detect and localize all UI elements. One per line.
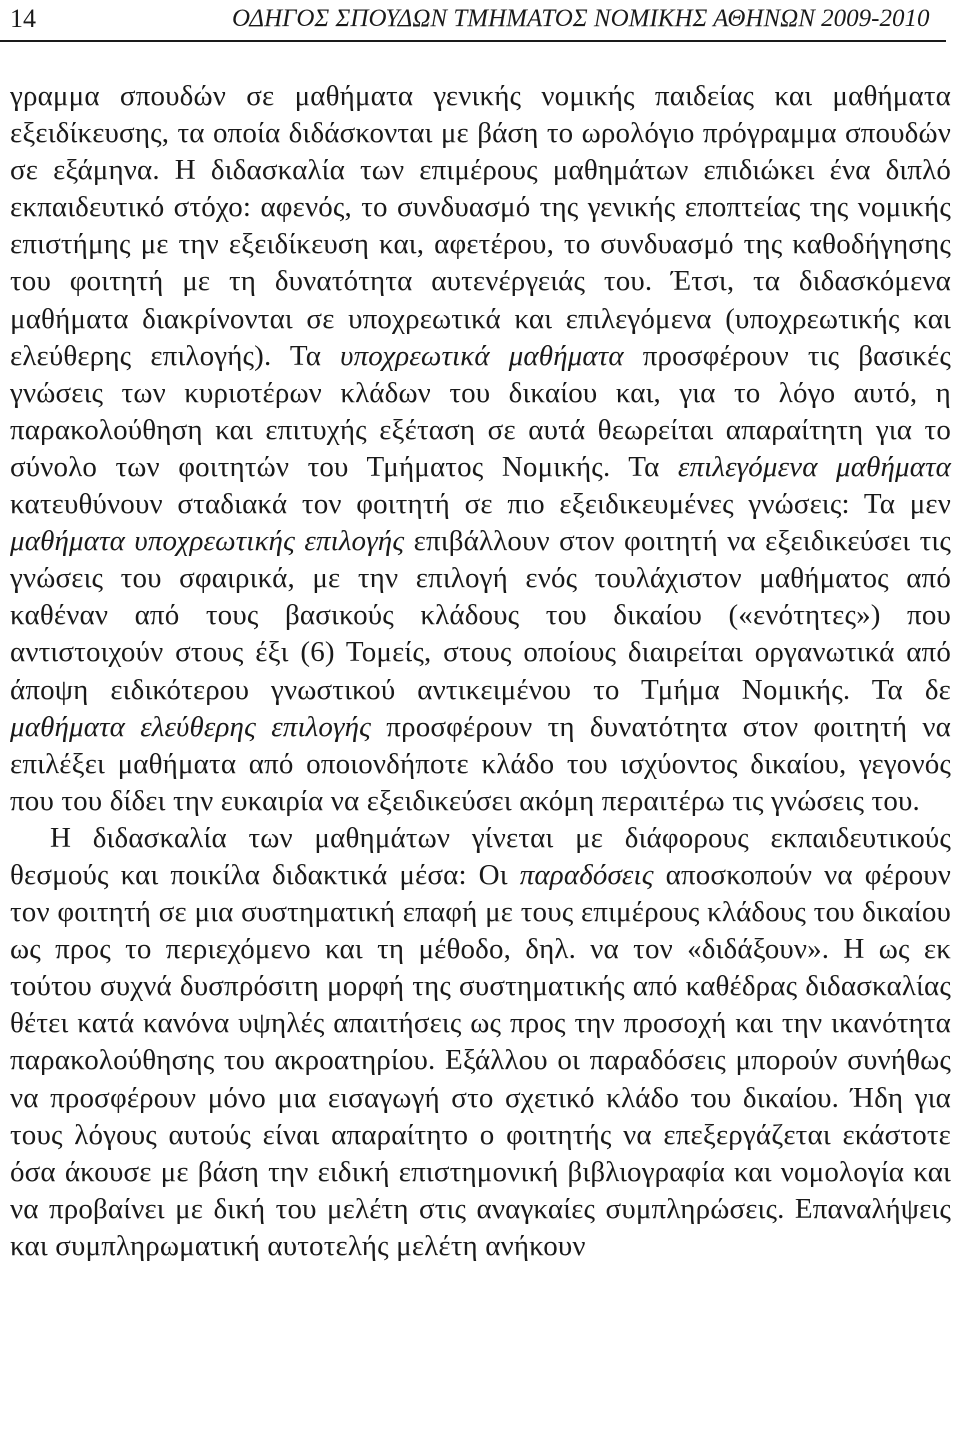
emphasis-lectures: παραδόσεις [519, 858, 654, 891]
emphasis-mandatory-courses: υποχρεωτικά μαθήματα [340, 339, 624, 372]
page-header [0, 0, 960, 42]
emphasis-mandatory-choice-courses: μαθήματα υποχρεωτικής επιλογής [10, 525, 405, 558]
text-segment: Η διδασκαλία των μαθημάτων γίνεται με διάφορους εκπαιδευτικούς θεσμούς και ποικίλα διδακτικά μέσα: Οι [10, 821, 951, 891]
text-segment: κατευθύνουν σταδιακά τον φοιτητή σε πιο εξειδικευμένες γνώσεις: Τα μεν [10, 488, 951, 521]
emphasis-free-choice-courses: μαθήματα ελεύθερης επιλογής [10, 710, 372, 743]
text-segment: επιβάλλουν στον φοιτητή να εξειδικεύσει τις γνώσεις του σφαιρικά, με την επιλογή ενός τουλάχιστον μαθήματος από καθέναν από τους βασικούς κλάδους του δικαίου («ενότητες») που αντιστοιχούν στους έξι (6) Τομείς, στους οποίους διαιρείται οργανωτικά από άποψη ειδικότερου γνωστικού αντικειμένου το Τμήμα Νομικής. Τα δε [10, 525, 951, 706]
emphasis-elective-courses: επιλεγόμενα μαθήματα [677, 450, 951, 483]
text-segment: γραμμα σπουδών σε μαθήματα γενικής νομικής παιδείας και μαθήματα εξειδίκευσης, τα οποία διδάσκονται με βάση το ωρολόγιο πρόγραμμα σπουδών σε εξάμηνα. Η διδασκαλία των επιμέρους μαθημάτων επιδιώκει ένα διπλό εκπαιδευτικό στόχο: αφενός, το συνδυασμό της γενικής εποπτείας της νομικής επιστήμης με την εξειδίκευση και, αφετέρου, το συνδυασμό της καθοδήγησης του φοιτητή με τη δυνατότητα αυτενέργειάς του. Έτσι, τα διδασκόμενα μαθήματα διακρίνονται σε υποχρεωτικά και επιλεγόμενα (υποχρεωτικής και ελεύθερης επιλογής). Τα [10, 80, 951, 372]
header-rule [0, 40, 946, 42]
text-segment: προσφέρουν τη δυνατότητα στον φοιτητή να επιλέξει μαθήματα από οποιονδήποτε κλάδο του ισχύοντος δικαίου, γεγονός που του δίδει την ευκαιρία να εξειδικεύσει ακόμη περαιτέρω τις γνώσεις του. [10, 710, 952, 817]
page-number: 14 [10, 4, 36, 33]
text-segment: προσφέρουν τις βασικές γνώσεις των κυριοτέρων κλάδων του δικαίου και, για το λόγο αυτό, η παρακολούθηση και επιτυχής εξέταση σε αυτά θεωρείται απαραίτητη για το σύνολο των φοιτητών του Τμήματος Νομικής. Τα [10, 339, 951, 483]
text-segment: αποσκοπούν να φέρουν τον φοιτητή σε μια συστηματική επαφή με τους επιμέρους κλάδους του δικαίου ως προς το περιεχόμενο και τη μέθοδο, δηλ. να τον «διδάξουν». Η ως εκ τούτου συχνά δυσπρόσιτη μορφή της συστηματικής από καθέδρας διδασκαλίας θέτει κατά κανόνα υψηλές απαιτήσεις ως προς την προσοχή και την ικανότητα παρακολούθησης του ακροατηρίου. Εξάλλου οι παραδόσεις μπορούν συνήθως να προσφέρουν μόνο μια εισαγωγή στο σχετικό κλάδο του δικαίου. Ήδη για τους λόγους αυτούς είναι απαραίτητο ο φοιτητής να επεξεργάζεται εκάστοτε όσα άκουσε με βάση την ειδική επιστημονική βιβλιογραφία και νομολογία και να προβαίνει με δική του μελέτη στις αναγκαίες συμπληρώσεις. Επαναλήψεις και συμπληρωματική αυτοτελής μελέτη ανήκουν [10, 858, 952, 1262]
paragraph-1 [10, 78, 951, 820]
running-title: ΟΔΗΓΟΣ ΣΠΟΥΔΩΝ ΤΜΗΜΑΤΟΣ ΝΟΜΙΚΗΣ ΑΘΗΝΩΝ 2009-2010 [232, 5, 930, 32]
paragraph-2 [10, 820, 951, 1265]
body-text [10, 78, 951, 1265]
